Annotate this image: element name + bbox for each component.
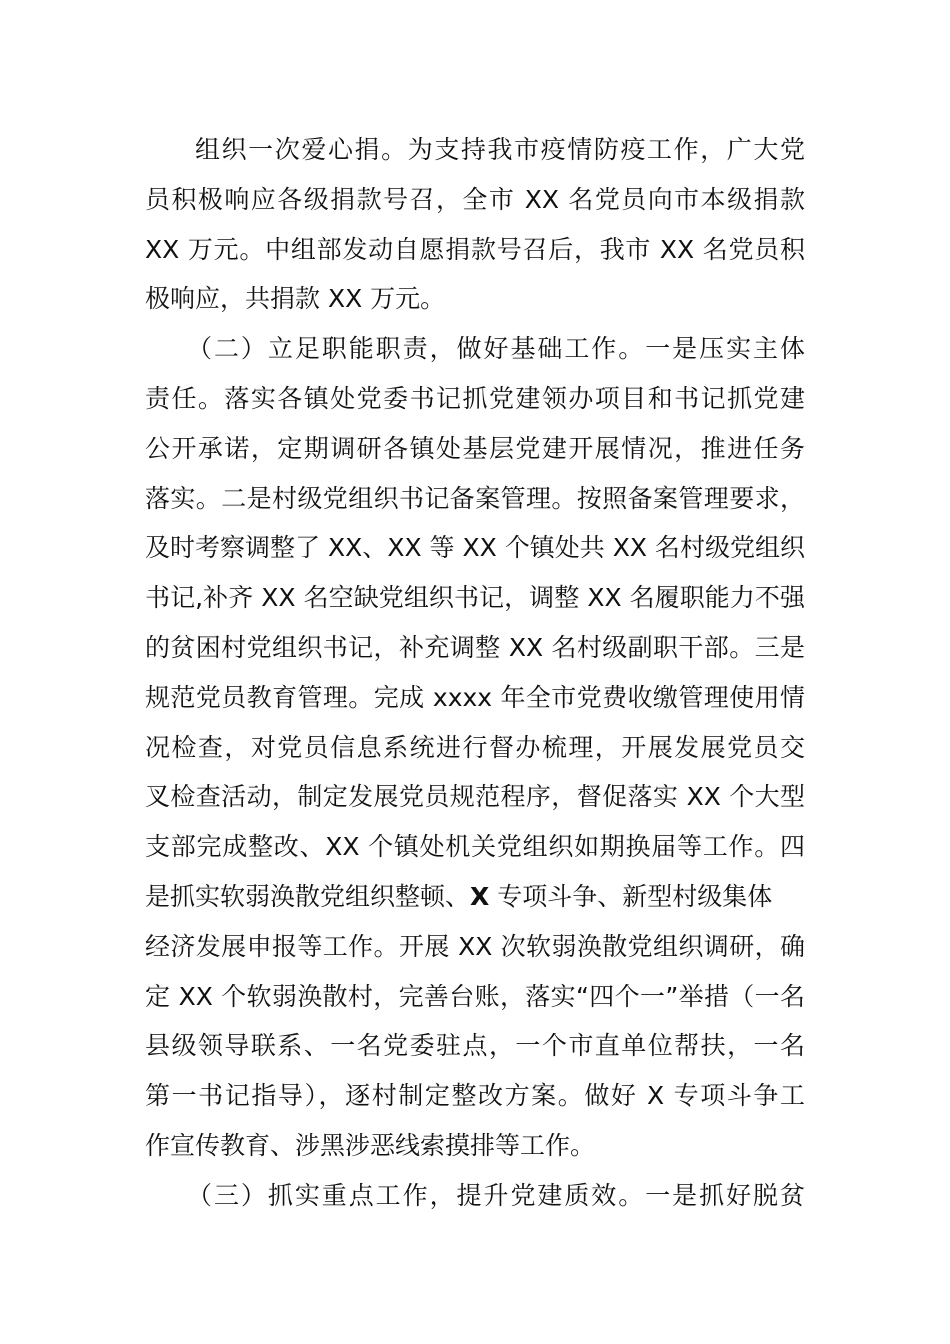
text-line: 第一书记指导），逐村制定整改方案。做好 X 专项斗争工 bbox=[145, 1081, 805, 1111]
text-line: 定 XX 个软弱涣散村，完善台账，落实“四个一”举措（一名 bbox=[145, 981, 805, 1011]
text-line: 叉检查活动，制定发展党员规范程序，督促落实 XX 个大型 bbox=[145, 782, 805, 812]
text-line: 极响应，共捐款 XX 万元。 bbox=[145, 284, 446, 314]
text-line: 员积极响应各级捐款号召，全市 XX 名党员向市本级捐款 bbox=[145, 184, 805, 214]
section-heading-line: （二）立足职能职责，做好基础工作。一是压实主体 bbox=[187, 334, 805, 364]
paragraph-section-3 bbox=[145, 1171, 805, 1221]
bold-x-text: X bbox=[470, 881, 490, 911]
paragraph-section-2 bbox=[145, 324, 805, 1171]
text-line: 规范党员教育管理。完成 xxxx 年全市党费收缴管理使用情 bbox=[145, 682, 805, 712]
text-line: 书记,补齐 XX 名空缺党组织书记，调整 XX 名履职能力不强 bbox=[145, 583, 805, 613]
text-line: 经济发展申报等工作。开展 XX 次软弱涣散党组织调研，确 bbox=[145, 931, 805, 961]
text-line: 及时考察调整了 XX、XX 等 XX 个镇处共 XX 名村级党组织 bbox=[145, 533, 805, 563]
text-line: 作宣传教育、涉黑涉恶线索摸排等工作。 bbox=[145, 1130, 596, 1160]
section-heading-line: （三）抓实重点工作，提升党建质效。一是抓好脱贫 bbox=[187, 1180, 805, 1210]
text-line: 支部完成整改、XX 个镇处机关党组织如期换届等工作。四 bbox=[145, 832, 805, 862]
text-line: 责任。落实各镇处党委书记抓党建领办项目和书记抓党建 bbox=[145, 383, 805, 413]
text-run: 是抓实软弱涣散党组织整顿、 bbox=[145, 881, 471, 911]
paragraph-donation bbox=[145, 125, 805, 324]
text-line: 的贫困村党组织书记，补充调整 XX 名村级副职干部。三是 bbox=[145, 632, 805, 662]
text-line: XX 万元。中组部发动自愿捐款号召后，我市 XX 名党员积 bbox=[145, 234, 805, 264]
text-line bbox=[145, 872, 805, 922]
text-line: 公开承诺，定期调研各镇处基层党建开展情况，推进任务 bbox=[145, 433, 805, 463]
text-line: 况检查，对党员信息系统进行督办梳理，开展发展党员交 bbox=[145, 732, 805, 762]
text-run: 专项斗争、新型村级集体 bbox=[489, 881, 773, 911]
text-line: 县级领导联系、一名党委驻点，一个市直单位帮扶，一名 bbox=[145, 1031, 805, 1061]
document-body bbox=[145, 125, 805, 1221]
text-line: 组织一次爱心捐。为支持我市疫情防疫工作，广大党 bbox=[195, 135, 805, 164]
text-line: 落实。二是村级党组织书记备案管理。按照备案管理要求， bbox=[145, 483, 805, 513]
